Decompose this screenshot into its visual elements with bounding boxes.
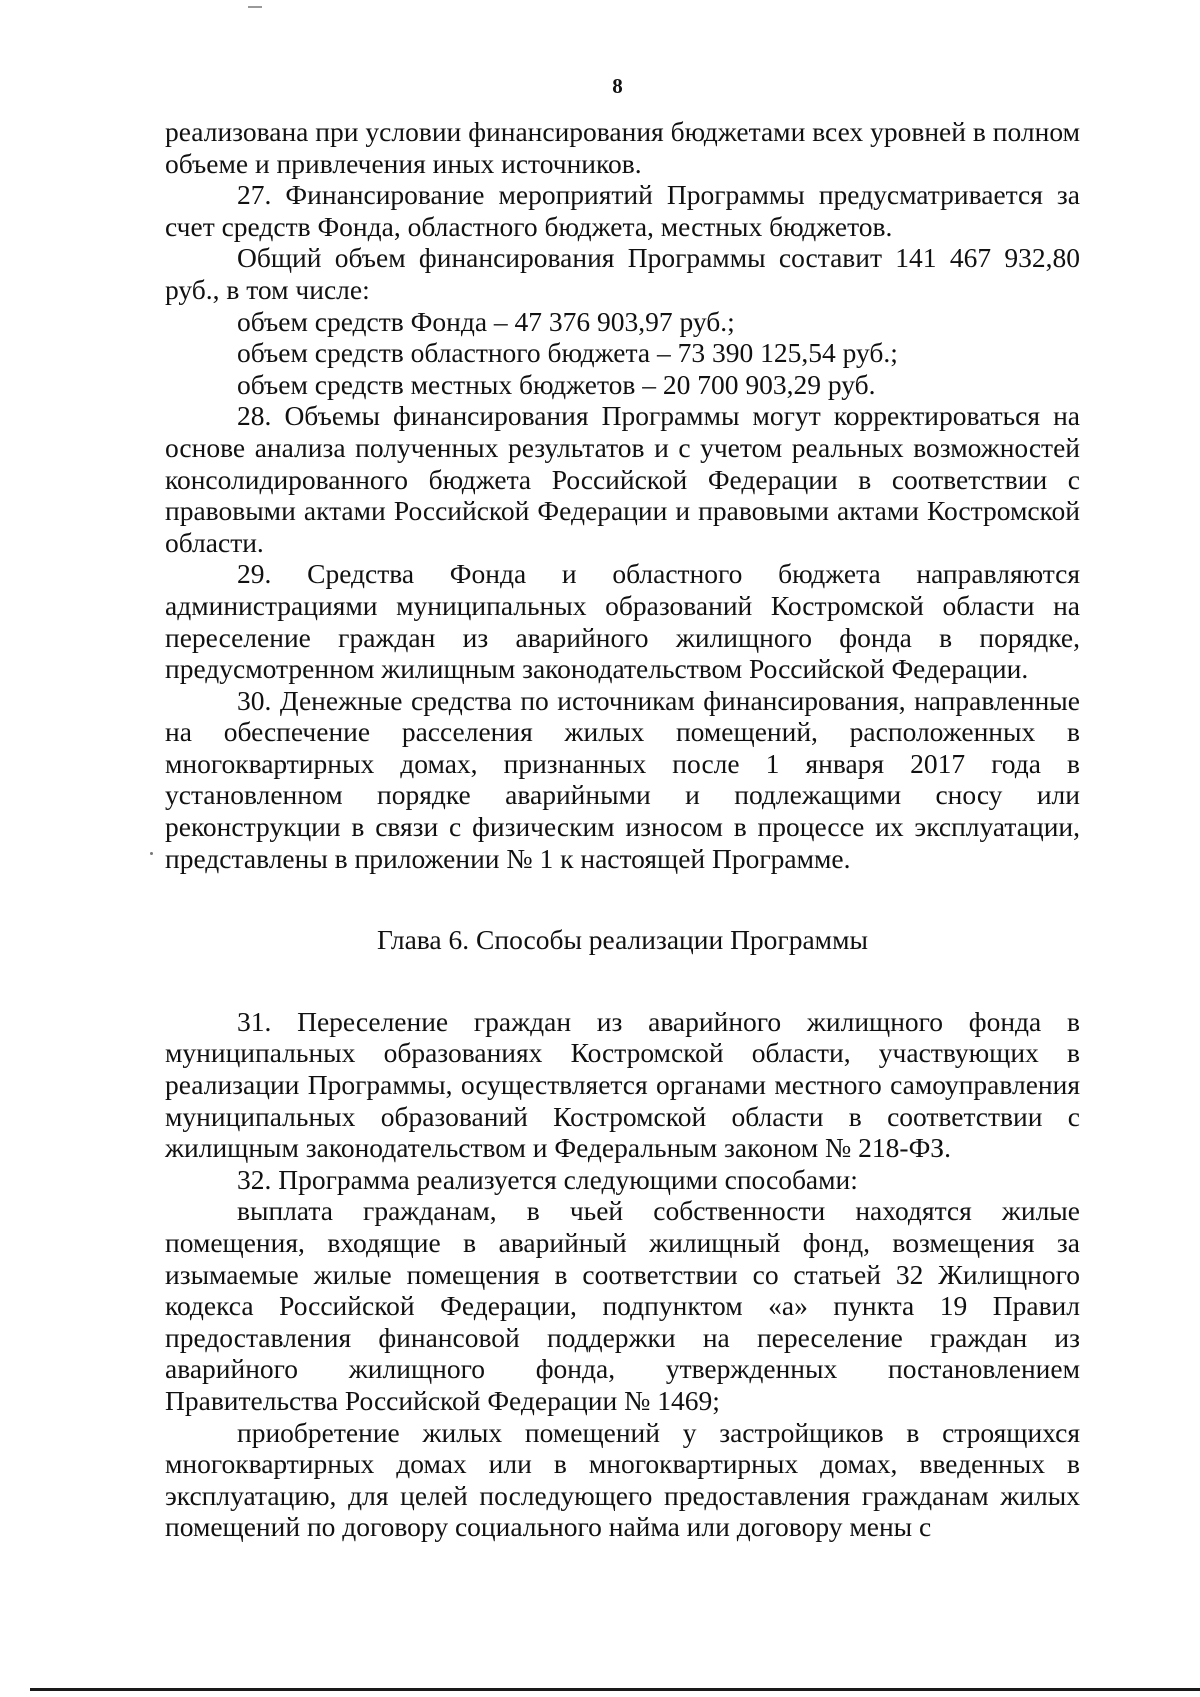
paragraph-27: 27. Финансирование мероприятий Программы предусматривается за счет средств Фонда, областного бюджета, местных бюджетов.: [165, 179, 1080, 242]
paragraph-local-budget-volume: объем средств местных бюджетов – 20 700 903,29 руб.: [237, 368, 876, 400]
page-number: 8: [612, 74, 623, 98]
chapter-heading: Глава 6. Способы реализации Программы: [377, 924, 868, 956]
paragraph-29: 29. Средства Фонда и областного бюджета направляются администрациями муниципальных образований Костромской области на переселение граждан из аварийного жилищного фонда в порядке, предусмотренном жилищным законодательством Российской Федерации.: [165, 558, 1080, 685]
scan-edge-bottom: [30, 1688, 1200, 1691]
scan-edge-top: [248, 6, 262, 8]
paragraph-30: 30. Денежные средства по источникам финансирования, направленные на обеспечение расселения жилых помещений, расположенных в многоквартирных домах, признанных после 1 января 2017 года в установленном порядке аварийными и подлежащими сносу или реконструкции в связи с физическим износом в процессе их эксплуатации, представлены в приложении № 1 к настоящей Программе.: [165, 684, 1080, 874]
paragraph-continuation: реализована при условии финансирования бюджетами всех уровней в полном объеме и привлечения иных источников.: [165, 116, 1080, 179]
paragraph-total-financing: Общий объем финансирования Программы составит 141 467 932,80 руб., в том числе:: [165, 242, 1080, 305]
paragraph-method-acquisition: приобретение жилых помещений у застройщиков в строящихся многоквартирных домах или в многоквартирных домах, введенных в эксплуатацию, для целей последующего предоставления гражданам жилых помещений по договору социального найма или договору мены с: [165, 1416, 1080, 1543]
section-gap: [165, 874, 1080, 924]
paragraph-31: 31. Переселение граждан из аварийного жилищного фонда в муниципальных образованиях Костромской области, участвующих в реализации Программы, осуществляется органами местного самоуправления муниципальных образований Костромской области в соответствии с жилищным законодательством и Федеральным законом № 218-ФЗ.: [165, 1005, 1080, 1164]
scan-speck: [150, 852, 153, 855]
paragraph-fund-volume: объем средств Фонда – 47 376 903,97 руб.;: [237, 305, 735, 337]
paragraph-method-compensation: выплата гражданам, в чьей собственности находятся жилые помещения, входящие в аварийный жилищный фонд, возмещения за изымаемые жилые помещения в соответствии со статьей 32 Жилищного кодекса Российской Федерации, подпунктом «а» пункта 19 Правил предоставления финансовой поддержки на переселение граждан из аварийного жилищного фонда, утвержденных постановлением Правительства Российской Федерации № 1469;: [165, 1195, 1080, 1416]
paragraph-regional-budget-volume: объем средств областного бюджета – 73 390 125,54 руб.;: [237, 337, 898, 369]
section-gap: [165, 956, 1080, 1006]
paragraph-28: 28. Объемы финансирования Программы могут корректироваться на основе анализа полученных результатов и с учетом реальных возможностей консолидированного бюджета Российской Федерации в соответствии с правовыми актами Российской Федерации и правовыми актами Костромской области.: [165, 400, 1080, 558]
document-body: [165, 116, 1080, 1543]
paragraph-32: 32. Программа реализуется следующими способами:: [237, 1163, 858, 1195]
